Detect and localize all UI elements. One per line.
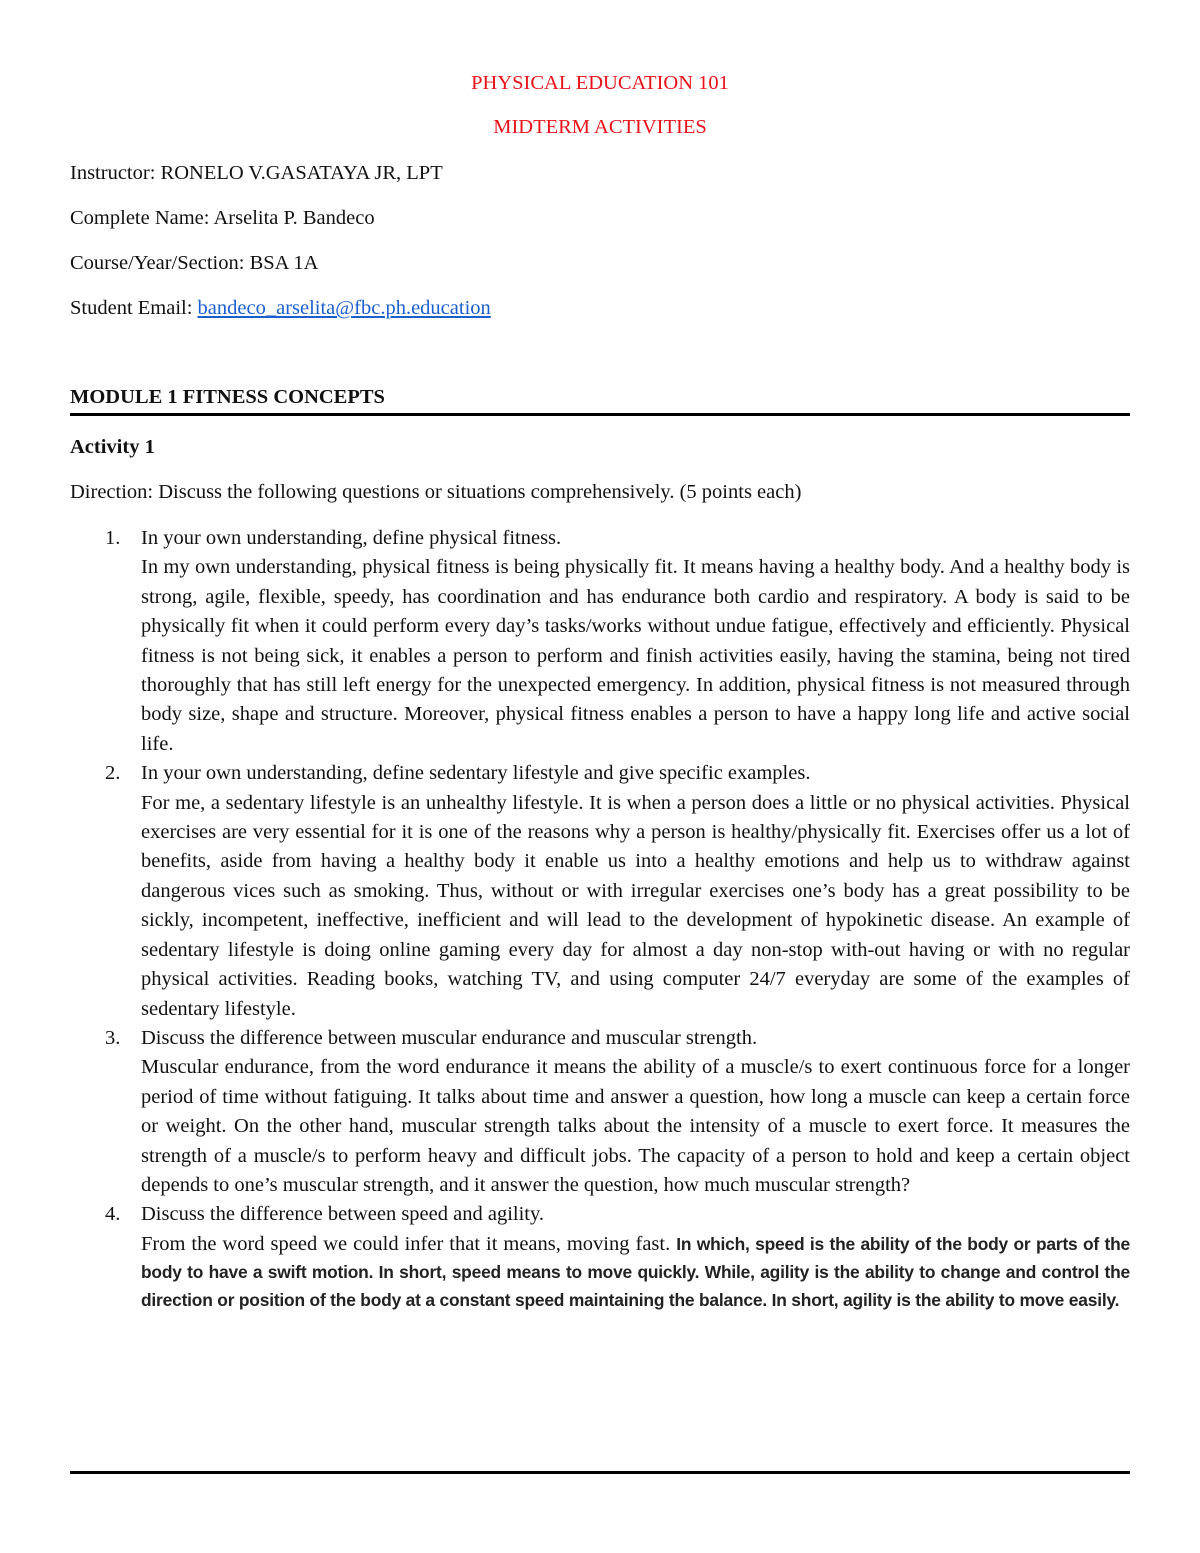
name-value: Arselita P. Bandeco: [213, 207, 375, 229]
instructor-value: RONELO V.GASATAYA JR, LPT: [160, 162, 443, 184]
question: In your own understanding, define physical fitness.: [141, 527, 562, 549]
item-number: 2.: [105, 762, 121, 785]
direction-text: Direction: Discuss the following questions or situations comprehensively. (5 points each): [70, 481, 802, 503]
divider: [70, 413, 1130, 416]
answer-part: From the word speed we could infer that it means, moving fast.: [141, 1232, 671, 1255]
module-heading: MODULE 1 FITNESS CONCEPTS: [70, 386, 385, 408]
course-value: BSA 1A: [249, 252, 319, 274]
name-line: [70, 207, 375, 230]
email-label: Student Email:: [70, 297, 193, 319]
activity-heading: Activity 1: [70, 436, 155, 458]
instructor-label: Instructor:: [70, 162, 156, 184]
footer-divider: [70, 1471, 1130, 1474]
list-item: [70, 759, 1130, 1024]
item-number: 1.: [105, 527, 121, 549]
answer-continuation: In which, speed is the ability of the body or parts of the body to have a swift motion. In short, speed means to move quickly. While, agility is the ability to change and control the direction or position of the body at a constant speed maintaining the balance. In short, agility is the ability to move easily.: [141, 1233, 1130, 1310]
email-line: [70, 297, 491, 320]
list-item: [70, 1200, 1130, 1313]
name-label: Complete Name:: [70, 207, 210, 229]
answer: Muscular endurance, from the word endurance it means the ability of a muscle/s to exert continuous force for a longer period of time without fatiguing. It talks about time and answer a question, how long a muscle can keep a certain force or weight. On the other hand, muscular strength talks about the intensity of a muscle to exert force. It measures the strength of a muscle/s to perform heavy and difficult jobs. The capacity of a person to hold and keep a certain object depends to one’s muscular strength, and it answer the question, how much muscular strength?: [141, 1056, 1130, 1196]
email-link[interactable]: bandeco_arselita@fbc.ph.education: [197, 297, 491, 319]
list-item: [70, 524, 1130, 759]
list-item: [70, 1024, 1130, 1200]
answer: In my own understanding, physical fitness is being physically fit. It means having a healthy body. And a healthy body is strong, agile, flexible, speedy, has coordination and has endurance both cardio and respiratory. A body is said to be physically fit when it could perform every day’s tasks/works without undue fatigue, effectively and efficiently. Physical fitness is not being sick, it enables a person to perform and finish activities easily, having the stamina, being not tired thoroughly that has still left energy for the unexpected emergency. In addition, physical fitness is not measured through body size, shape and structure. Moreover, physical fitness enables a person to have a happy long life and active social life.: [141, 556, 1130, 755]
instructor-line: [70, 162, 443, 185]
course-line: [70, 252, 319, 275]
answer: For me, a sedentary lifestyle is an unhealthy lifestyle. It is when a person does a little or no physical activities. Physical exercises are very essential for it is one of the reasons why a person is healthy/physically fit. Exercises offer us a lot of benefits, aside from having a healthy body it enable us into a healthy emotions and help us to withdraw against dangerous vices such as smoking. Thus, without or with irregular exercises one’s body has a great possibility to be sickly, incompetent, ineffective, inefficient and will lead to the development of hypokinetic disease. An example of sedentary lifestyle is doing online gaming every day for almost a day non-stop with-out having or with no regular physical activities. Reading books, watching TV, and using computer 24/7 everyday are some of the examples of sedentary lifestyle.: [141, 791, 1130, 1020]
answer: [141, 1230, 1130, 1314]
question-list: [70, 524, 1130, 1314]
document-subtitle: MIDTERM ACTIVITIES: [493, 116, 707, 138]
question: In your own understanding, define sedentary lifestyle and give specific examples.: [141, 762, 811, 785]
item-number: 3.: [105, 1026, 121, 1049]
item-number: 4.: [105, 1203, 121, 1226]
question: Discuss the difference between muscular endurance and muscular strength.: [141, 1026, 758, 1049]
document-title: PHYSICAL EDUCATION 101: [471, 72, 729, 94]
question: Discuss the difference between speed and agility.: [141, 1203, 545, 1226]
course-label: Course/Year/Section:: [70, 252, 245, 274]
